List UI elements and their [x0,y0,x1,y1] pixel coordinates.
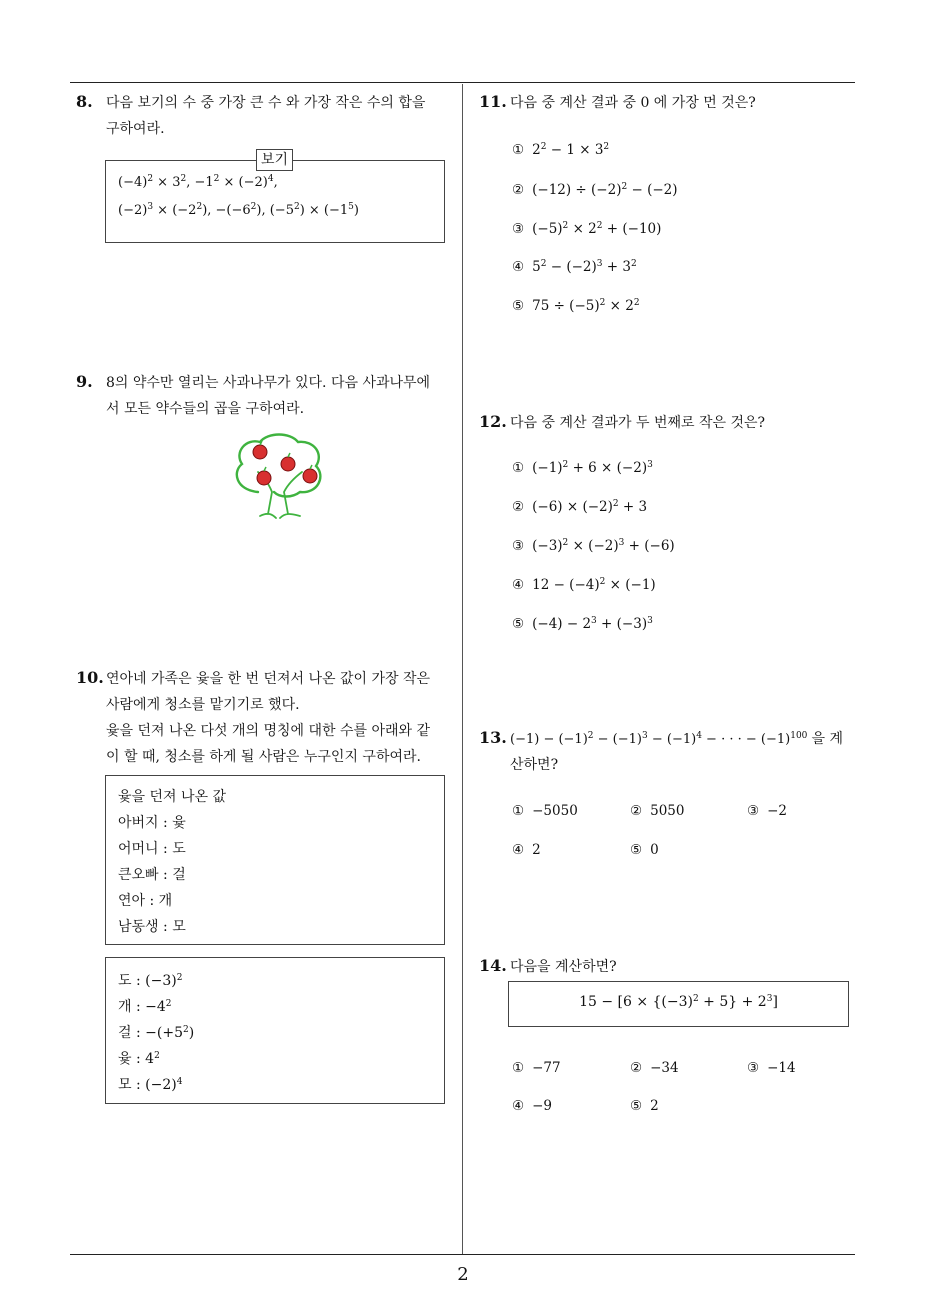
apple-tree-illustration [228,432,328,524]
expression-box [508,981,849,1027]
question-text: 구하여라. [106,121,165,137]
bottom-rule [70,1254,855,1255]
box-line: 윷 : $4^2$ [118,1051,160,1067]
box-line: 남동생 : 모 [118,919,186,935]
question-text: 다음 보기의 수 중 가장 큰 수 와 가장 작은 수의 합을 [106,95,426,111]
expression: $15 - [6 \times \{(-3)^2 + 5\} + 2^3]$ [579,994,778,1010]
question-text: 사람에게 청소를 맡기기로 했다. [106,697,300,713]
answer-option[interactable]: ① $(-1)^2 + 6 \times (-2)^3$ [512,460,653,476]
question-text: 다음 중 계산 결과 중 0 에 가장 먼 것은? [510,95,756,111]
question-text: 윷을 던져 나온 다섯 개의 명칭에 대한 수를 아래와 같 [106,723,431,739]
question-text: $(-1) - (-1)^2 - (-1)^3 - (-1)^4$ − · · · − $(-1)^{100}$ 을 계 [510,731,844,747]
answer-option[interactable]: ④ 2 [512,842,541,858]
answer-option[interactable]: ③ −2 [747,803,788,819]
expression-line: $(-2)^3 \times (-2^2)$, $-(-6^2)$, $(-5^2) \times (-1^5)$ [118,202,359,218]
question-text: 서 모든 약수들의 곱을 구하여라. [106,401,305,417]
question-number: 9. [76,372,93,391]
page-number: 2 [457,1264,469,1285]
question-number: 14. [479,956,507,975]
box-line: 개 : $-4^2$ [118,999,172,1015]
box-line: 연아 : 개 [118,893,173,909]
question-text: 연아네 가족은 윷을 한 번 던져서 나온 값이 가장 작은 [106,671,431,687]
answer-option[interactable]: ② −34 [630,1060,679,1076]
question-text: 8의 약수만 열리는 사과나무가 있다. 다음 사과나무에 [106,375,431,391]
answer-option[interactable]: ① −77 [512,1060,561,1076]
answer-option[interactable]: ① −5050 [512,803,578,819]
question-number: 10. [76,668,104,687]
answer-option[interactable]: ③ −14 [747,1060,796,1076]
question-text: 다음을 계산하면? [510,959,617,975]
box-line: 도 : $(-3)^2$ [118,973,183,989]
box-line: 아버지 : 윷 [118,815,186,831]
answer-option[interactable]: ② 5050 [630,803,685,819]
answer-option[interactable]: ③ $(-3)^2 \times (-2)^3 + (-6)$ [512,538,675,554]
yut-value-box [105,957,445,1104]
yut-result-box [105,775,445,945]
question-number: 11. [479,92,507,111]
answer-option[interactable]: ② $(-12) \div (-2)^2 - (-2)$ [512,182,678,198]
example-box-title: 보기 [256,149,293,171]
box-line: 어머니 : 도 [118,841,186,857]
answer-option[interactable]: ④ −9 [512,1098,553,1114]
example-box [105,152,445,243]
answer-option[interactable]: ⑤ 0 [630,842,659,858]
question-number: 13. [479,728,507,747]
answer-option[interactable]: ④ $12 - (-4)^2 \times (-1)$ [512,577,656,593]
answer-option[interactable]: ① $2^2 - 1 \times 3^2$ [512,142,610,158]
box-line: 걸 : $-(+5^2)$ [118,1025,195,1041]
answer-option[interactable]: ⑤ 2 [630,1098,659,1114]
question-text: 이 할 때, 청소를 하게 될 사람은 누구인지 구하여라. [106,749,421,765]
column-divider [462,84,463,1254]
question-text: 다음 중 계산 결과가 두 번째로 작은 것은? [510,415,766,431]
question-number: 12. [479,412,507,431]
box-line: 모 : $(-2)^4$ [118,1077,183,1093]
box-line: 큰오빠 : 걸 [118,867,186,883]
answer-option[interactable]: ④ $5^2 - (-2)^3 + 3^2$ [512,259,637,275]
answer-option[interactable]: ⑤ $(-4) - 2^3 + (-3)^3$ [512,616,653,632]
answer-option[interactable]: ⑤ $75 \div (-5)^2 \times 2^2$ [512,298,640,314]
box-line: 윷을 던져 나온 값 [118,789,227,805]
answer-option[interactable]: ③ $(-5)^2 \times 2^2 + (-10)$ [512,221,662,237]
question-number: 8. [76,92,93,111]
answer-option[interactable]: ② $(-6) \times (-2)^2 + 3$ [512,499,648,515]
top-rule [70,82,855,83]
expression-line: $(-4)^2 \times 3^2$, $-1^2 \times (-2)^4$, [118,174,278,190]
question-text: 산하면? [510,757,559,773]
